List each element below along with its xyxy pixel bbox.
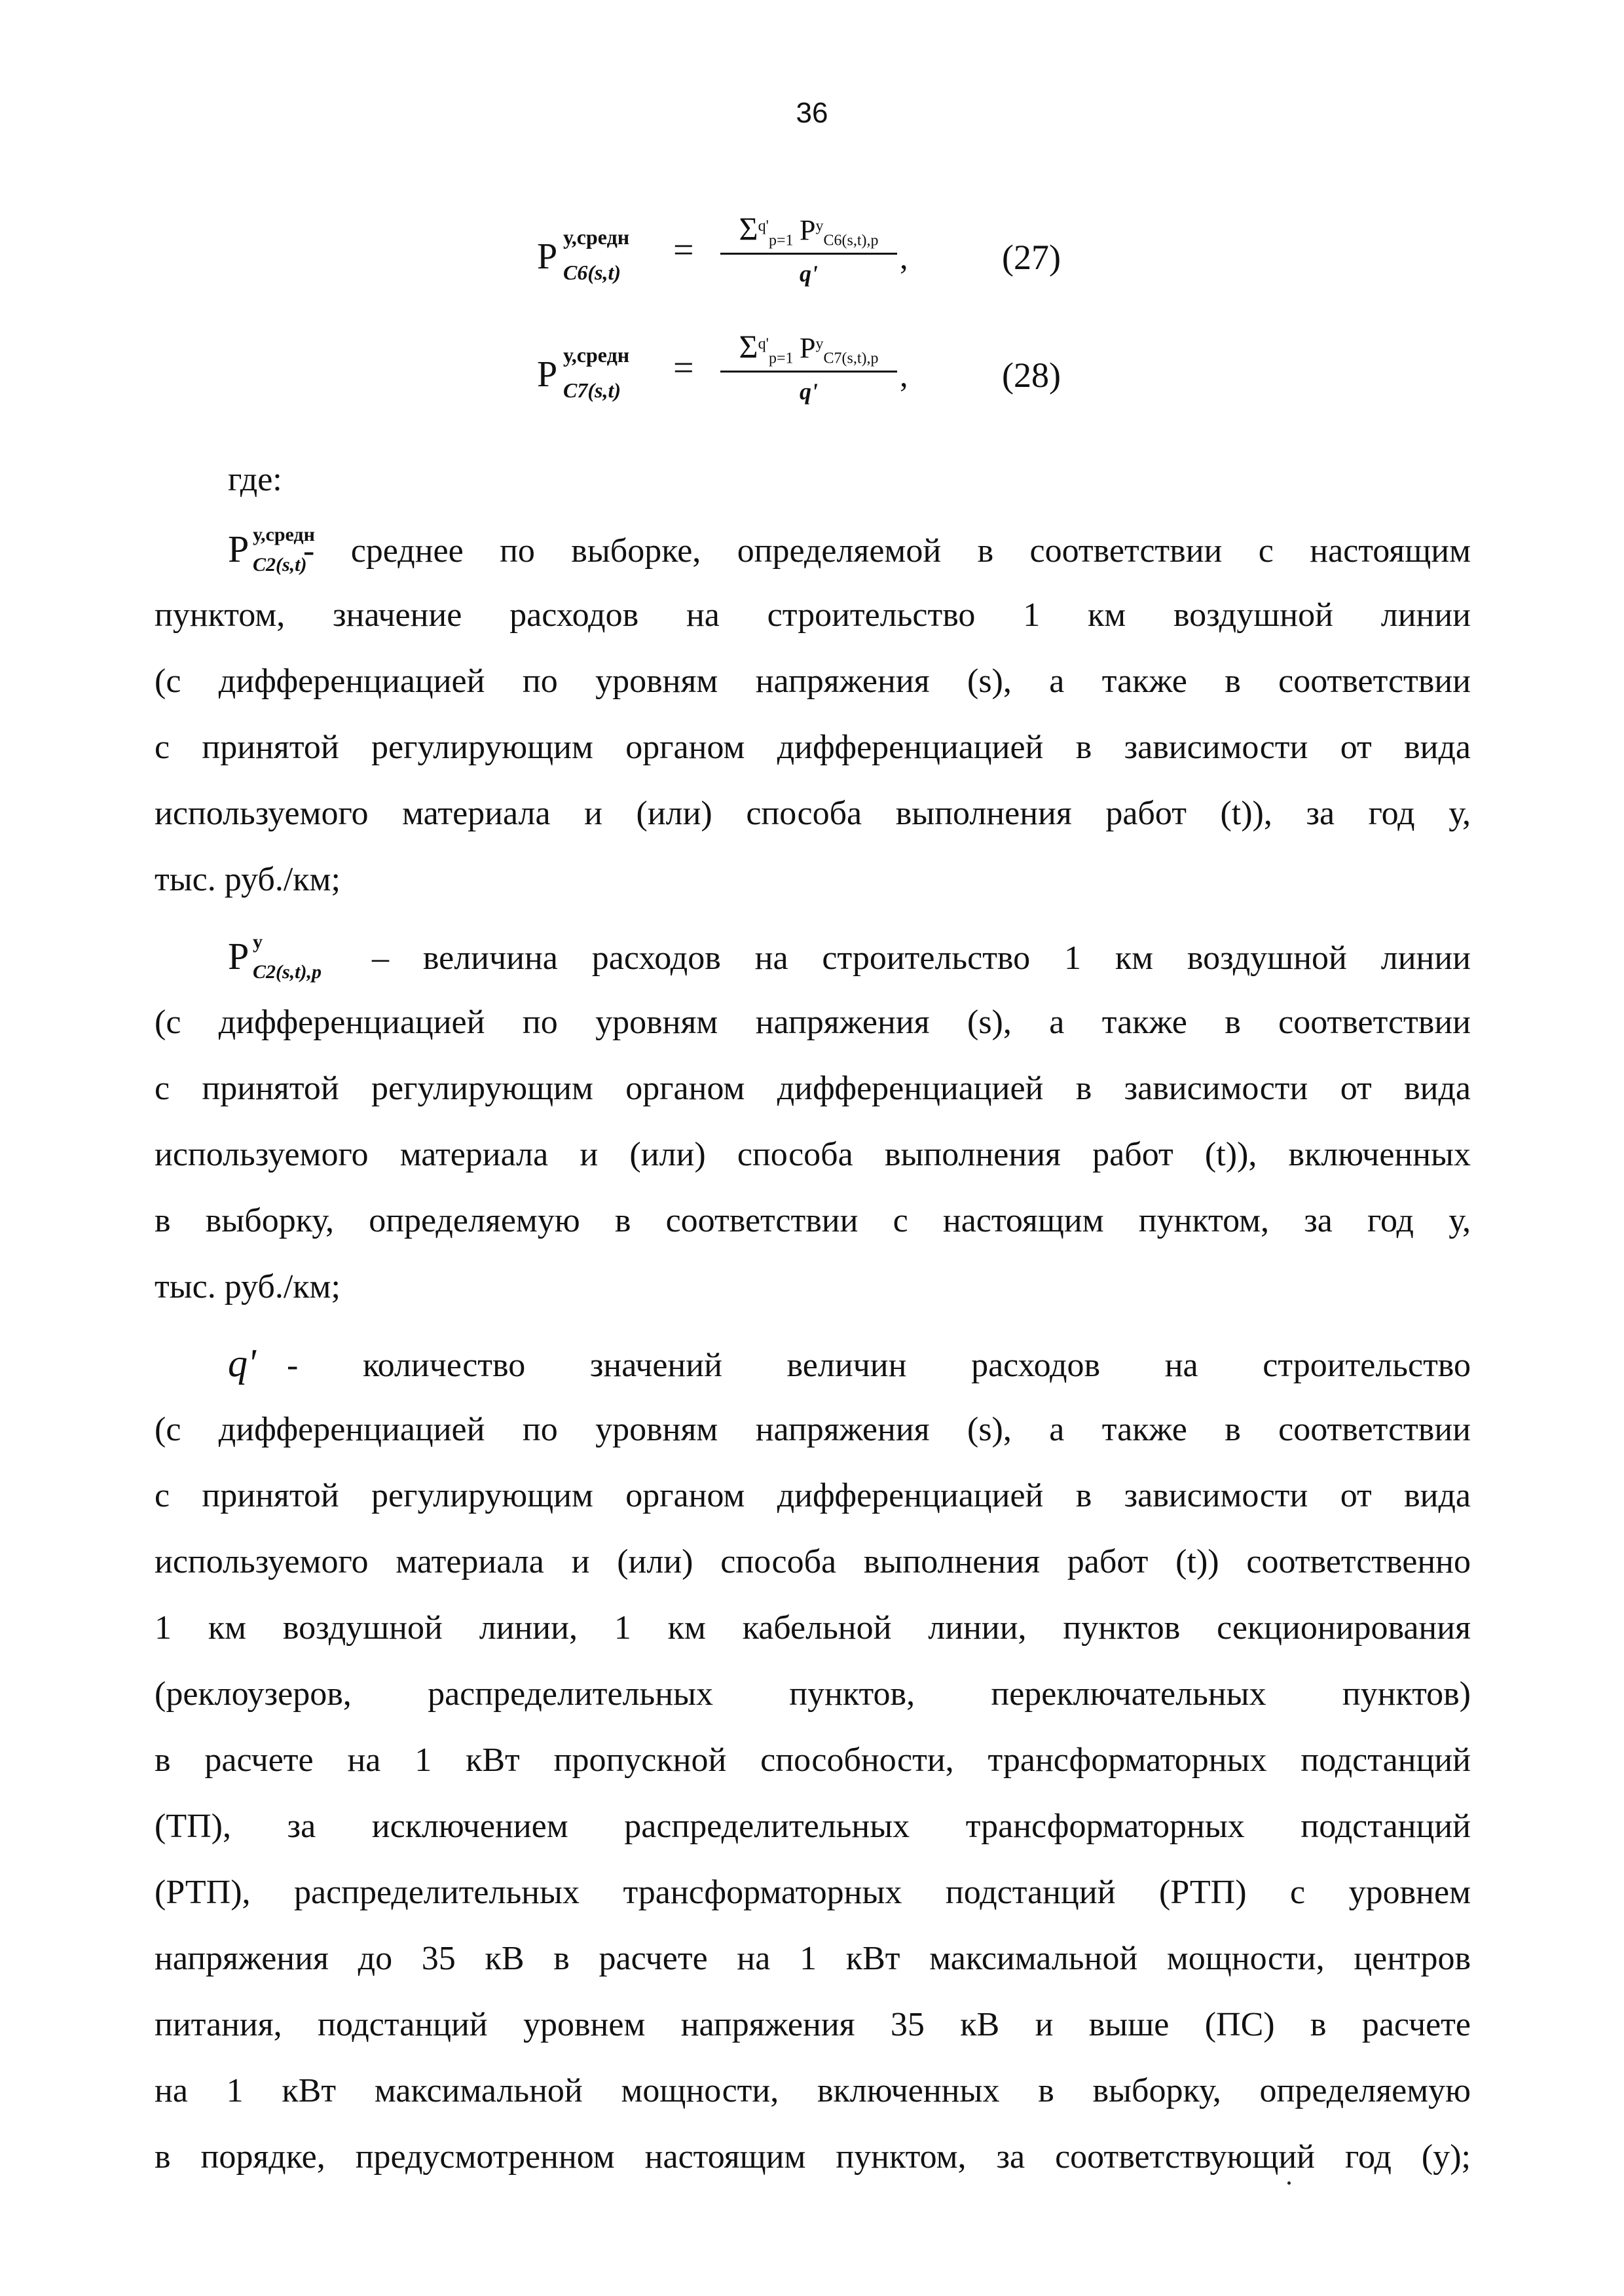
- comma: ,: [900, 357, 908, 393]
- definition-line: P у,средн C2(s,t) - среднее по выборке, определяемой в соответствии с настоящим: [228, 516, 1471, 584]
- definition-line: (реклоузеров, распределительных пунктов, переключательных пунктов): [155, 1675, 1471, 1713]
- symbol: P у C2(s,t),p: [228, 931, 322, 983]
- definition-line: (РТП), распределительных трансформаторных подстанций (РТП) с уровнем: [155, 1874, 1471, 1911]
- definition-line: напряжения до 35 кВ в расчете на 1 кВт максимальной мощности, центров: [155, 1940, 1471, 1977]
- formula-27: [0, 210, 1624, 308]
- definition-line: с принятой регулирующим органом дифференциацией в зависимости от вида: [155, 1070, 1471, 1107]
- symbol: P у,средн C2(s,t): [228, 524, 315, 575]
- definition-line: питания, подстанций уровнем напряжения 35 кВ и выше (ПС) в расчете: [155, 2006, 1471, 2043]
- denominator: q': [799, 261, 818, 287]
- definition-line: (ТП), за исключением распределительных трансформаторных подстанций: [155, 1808, 1471, 1845]
- definition-line: в порядке, предусмотренном настоящим пунктом, за соответствующий год (у);: [155, 2138, 1471, 2176]
- where-label: где:: [228, 461, 282, 498]
- symbol: q': [228, 1341, 256, 1385]
- definition-line: используемого материала и (или) способа выполнения работ (t)) соответственно: [155, 1543, 1471, 1580]
- definition-line: тыс. руб./км;: [155, 861, 341, 898]
- page-number: 36: [796, 97, 828, 129]
- definition-line: 1 км воздушной линии, 1 км кабельной линии, пунктов секционирования: [155, 1609, 1471, 1647]
- definition-line: (с дифференциацией по уровням напряжения (s), а также в соответствии: [155, 1004, 1471, 1041]
- definition-line: (с дифференциацией по уровням напряжения (s), а также в соответствии: [155, 1411, 1471, 1448]
- equation-number: (27): [1002, 238, 1061, 277]
- definition-line: используемого материала и (или) способа выполнения работ (t)), включенных: [155, 1136, 1471, 1173]
- definition-line: в расчете на 1 кВт пропускной способности, трансформаторных подстанций: [155, 1741, 1471, 1779]
- definition-line: на 1 кВт максимальной мощности, включенных в выборку, определяемую: [155, 2072, 1471, 2109]
- definition-line: тыс. руб./км;: [155, 1268, 341, 1305]
- definition-line: используемого материала и (или) способа выполнения работ (t)), за год у,: [155, 795, 1471, 832]
- formula-28: [0, 327, 1624, 426]
- comma: ,: [900, 239, 908, 276]
- equation-number: (28): [1002, 355, 1061, 395]
- equals-sign: =: [673, 230, 694, 270]
- formula-lhs: P у,средн C7(s,t): [537, 343, 630, 402]
- scan-speck: [1287, 2181, 1291, 2185]
- definition-line: P у C2(s,t),p – величина расходов на строительство 1 км воздушной линии: [228, 923, 1471, 991]
- definition-line: пунктом, значение расходов на строительство 1 км воздушной линии: [155, 596, 1471, 634]
- fraction: [720, 210, 897, 287]
- fraction-line: [720, 371, 897, 373]
- numerator: $\Sigma^{q'}_{p=1}$ $P^у_{C7(s,t),p}$: [739, 328, 879, 367]
- definition-line: (с дифференциацией по уровням напряжения (s), а также в соответствии: [155, 663, 1471, 700]
- formula-lhs: P у,средн C6(s,t): [537, 225, 630, 284]
- definition-line: с принятой регулирующим органом дифференциацией в зависимости от вида: [155, 729, 1471, 766]
- denominator: q': [799, 378, 818, 405]
- definition-line: в выборку, определяемую в соответствии с настоящим пунктом, за год у,: [155, 1202, 1471, 1239]
- fraction-line: [720, 253, 897, 255]
- definition-line: q' - количество значений величин расходов на строительство: [228, 1330, 1471, 1398]
- definition-line: с принятой регулирующим органом дифференциацией в зависимости от вида: [155, 1477, 1471, 1514]
- fraction: [720, 327, 897, 405]
- numerator: $\Sigma^{q'}_{p=1}$ $P^у_{C6(s,t),p}$: [739, 210, 879, 249]
- equals-sign: =: [673, 348, 694, 388]
